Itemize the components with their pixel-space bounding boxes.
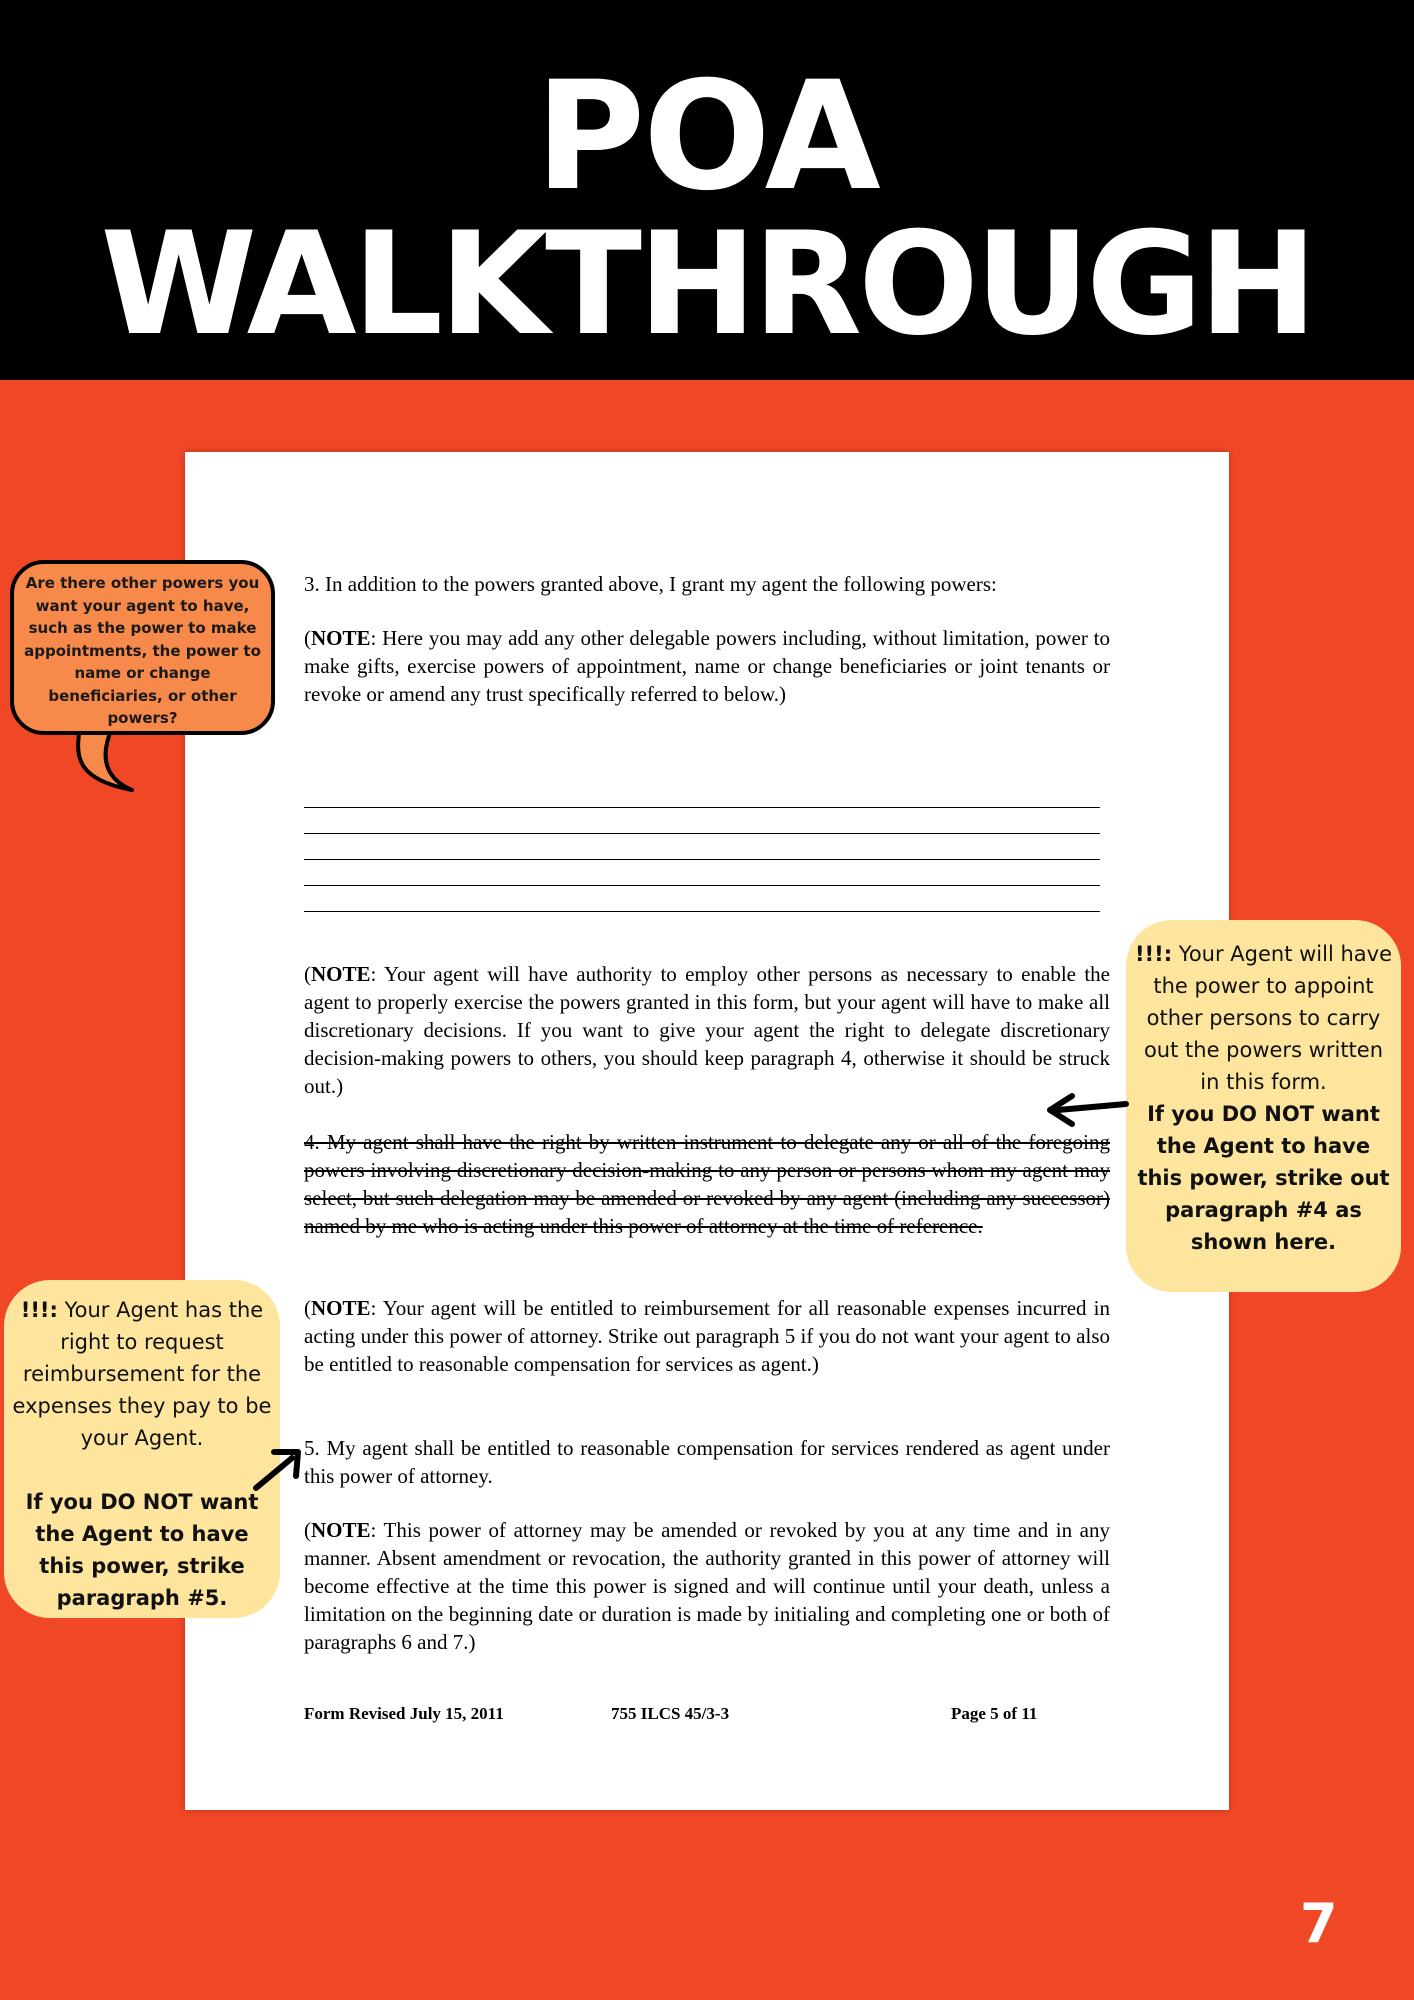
arrow-left-icon: [1050, 1096, 1126, 1124]
paragraph-4-struck: 4. My agent shall have the right by written instrument to delegate any or all of the foregoing powers involving discretionary decision-making to any person or persons whom my agent may select, but such delegation may be amended or revoked by any agent (including any successor) named by me who is acting under this power of attorney at the time of reference.: [304, 1130, 1110, 1238]
callout-text: Your Agent will have the power to appoint other persons to carry out the powers written in this form.: [1143, 942, 1393, 1094]
note-label: NOTE: [311, 962, 371, 986]
callout-bold-text: If you DO NOT want the Agent to have this power, strike out paragraph #4 as shown here.: [1137, 1102, 1390, 1254]
note-label: NOTE: [311, 1296, 371, 1320]
callout-emphasis: !!!:: [1134, 942, 1173, 966]
paragraph-5: 5. My agent shall be entitled to reasonable compensation for services rendered as agent under this power of attorney.: [304, 1436, 1110, 1488]
note-label: NOTE: [311, 626, 371, 650]
note-text: : Here you may add any other delegable powers including, without limitation, power to make gifts, exercise powers of appointment, name or change beneficiaries or joint tenants or revoke or amend any trust specifically referred to below.): [304, 626, 1110, 706]
note-label: NOTE: [311, 1518, 371, 1542]
callout-text: Your Agent has the right to request reimbursement for the expenses they pay to be your Agent.: [12, 1298, 272, 1450]
note-text: : Your agent will be entitled to reimbursement for all reasonable expenses incurred in acting under this power of attorney. Strike out paragraph 5 if you do not want your agent to also be entitled to reasonable compensation for services as agent.): [304, 1296, 1110, 1376]
speech-bubble-callout: Are there other powers you want your agent to have, such as the power to make appointments, the power to name or change beneficiaries, or other powers?: [10, 560, 275, 735]
note-delegation: (NOTE: Your agent will have authority to employ other persons as necessary to enable the agent to properly exercise the powers granted in this form, but your agent will have to make all discretionary decisions. If you want to give your agent the right to delegate discretionary decision-making powers to others, you should keep paragraph 4, otherwise it should be struck out.): [304, 962, 1110, 1098]
note-text: : Your agent will have authority to employ other persons as necessary to enable the agent to properly exercise the powers granted in this form, but your agent will have to make all discretionary decisions. If you want to give your agent the right to delegate discretionary decision-making powers to others, you should keep paragraph 4, otherwise it should be struck out.): [304, 962, 1110, 1098]
page-title-line-2: WALKTHROUGH: [100, 202, 1314, 367]
arrow-up-right-icon: [256, 1452, 298, 1488]
callout-emphasis: !!!:: [20, 1298, 58, 1322]
note-text: : This power of attorney may be amended or revoked by you at any time and in any manner. Absent amendment or revocation, the authority granted in this power of attorney will become effective at the time this power is signed and will continue until your death, unless a limitation on the beginning date or duration is made by initialing and completing one or both of paragraphs 6 and 7.): [304, 1518, 1110, 1654]
page-title-line-1: POA: [535, 50, 879, 224]
note-amendment: (NOTE: This power of attorney may be amended or revoked by you at any time and in any manner. Absent amendment or revocation, the authority granted in this power of attorney will become effective at the time this power is signed and will continue until your death, unless a limitation on the beginning date or duration is made by initialing and completing one or both of paragraphs 6 and 7.): [304, 1518, 1110, 1654]
page-indicator: Page 5 of 11: [951, 1704, 1038, 1723]
statute-reference: 755 ILCS 45/3-3: [611, 1704, 730, 1723]
paragraph-3: 3. In addition to the powers granted above, I grant my agent the following powers:: [304, 572, 997, 596]
callout-bold-text: If you DO NOT want the Agent to have this power, strike paragraph #5.: [25, 1490, 259, 1610]
form-revised-date: Form Revised July 15, 2011: [304, 1704, 504, 1723]
note-additional-powers: (NOTE: Here you may add any other delegable powers including, without limitation, power to make gifts, exercise powers of appointment, name or change beneficiaries or joint tenants or revoke or amend any trust specifically referred to below.): [304, 626, 1110, 706]
page-number: 7: [1300, 1892, 1338, 1955]
note-reimbursement: (NOTE: Your agent will be entitled to reimbursement for all reasonable expenses incurred in acting under this power of attorney. Strike out paragraph 5 if you do not want your agent to also be entitled to reasonable compensation for services as agent.): [304, 1296, 1110, 1376]
